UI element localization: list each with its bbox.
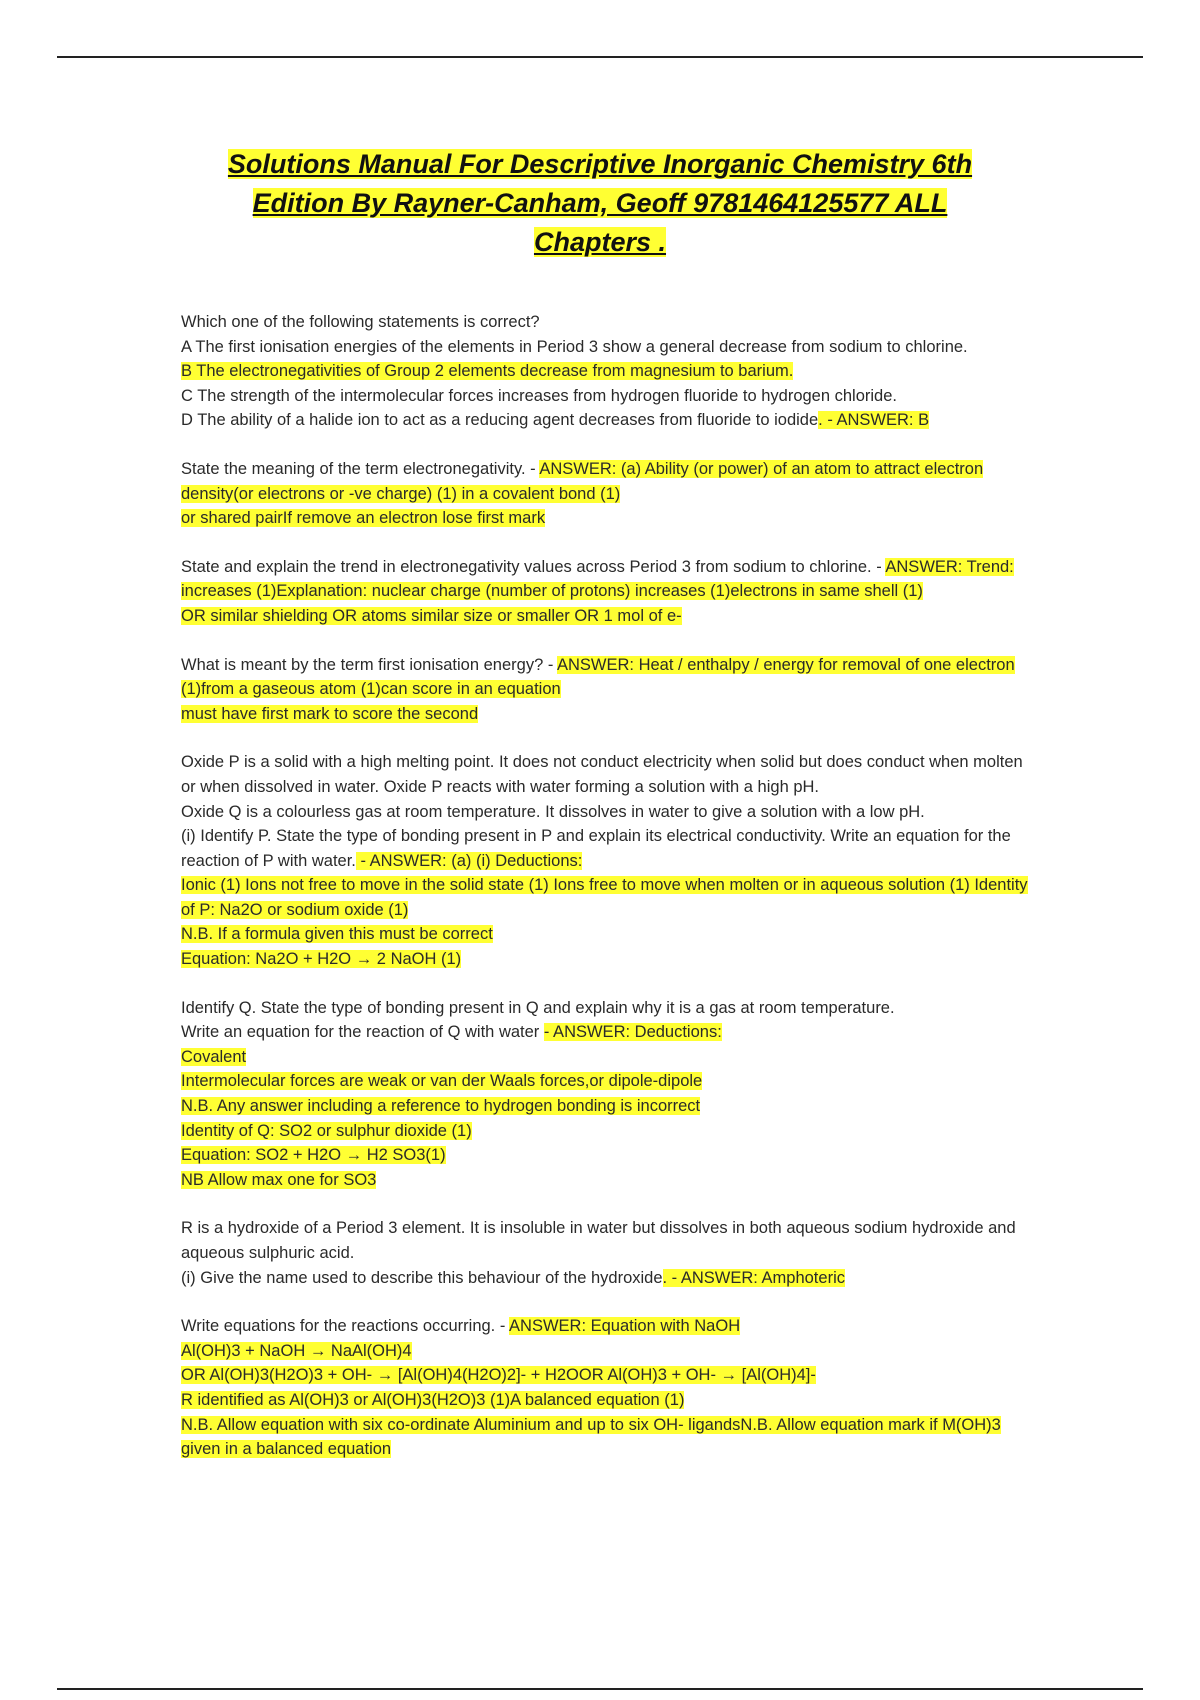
title-line-2: Edition By Rayner-Canham, Geoff 9781464125577 ALL — [252, 188, 948, 218]
answer-text: . - ANSWER: Amphoteric — [662, 1268, 845, 1287]
answer-text: Equation: SO2 + H2O → H2 SO3(1) — [181, 1146, 446, 1165]
title-line-1: Solutions Manual For Descriptive Inorganic Chemistry 6th — [227, 149, 973, 179]
question-text: Write an equation for the reaction of Q with water — [181, 1023, 544, 1042]
question-text: (i) Give the name used to describe this behaviour of the hydroxide — [181, 1268, 663, 1287]
option-b-highlighted: B The electronegativities of Group 2 elements decrease from magnesium to barium. — [181, 362, 794, 381]
answer-text: Identity of Q: SO2 or sulphur dioxide (1) — [181, 1121, 472, 1140]
answer-text: ANSWER: Heat / enthalpy / energy for removal of one electron (1)from a gaseous atom (1)can score in an equation — [181, 655, 1015, 699]
question-block-7 — [181, 1216, 1031, 1290]
option-c: C The strength of the intermolecular forces increases from hydrogen fluoride to hydrogen chloride. — [181, 386, 897, 405]
answer-text: OR similar shielding OR atoms similar size or smaller OR 1 mol of e- — [181, 606, 682, 625]
option-a: A The first ionisation energies of the elements in Period 3 show a general decrease from sodium to chlorine. — [181, 337, 968, 356]
answer-text: or shared pairIf remove an electron lose first mark — [181, 509, 546, 528]
question-text: State and explain the trend in electronegativity values across Period 3 from sodium to chlorine. - — [181, 557, 886, 576]
answer-text: Intermolecular forces are weak or van der Waals forces,or dipole-dipole — [181, 1072, 703, 1091]
question-block-2 — [181, 457, 1031, 531]
answer-text: - ANSWER: (a) (i) Deductions: — [355, 851, 583, 870]
option-d: D The ability of a halide ion to act as a reducing agent decreases from fluoride to iodide — [181, 411, 819, 430]
answer-text: OR Al(OH)3(H2O)3 + OH- → [Al(OH)4(H2O)2]- + H2OOR Al(OH)3 + OH- → [Al(OH)4]- — [181, 1366, 816, 1385]
document-body — [181, 310, 1031, 1486]
question-block-5 — [181, 750, 1031, 971]
answer-text: - ANSWER: Deductions: — [543, 1023, 722, 1042]
answer-text: ANSWER: Trend: increases (1)Explanation: nuclear charge (number of protons) increases (1)electrons in same shell (1) — [181, 557, 1014, 601]
answer-text: NB Allow max one for SO3 — [181, 1170, 377, 1189]
footer-rule — [57, 1688, 1143, 1690]
answer-text: N.B. If a formula given this must be correct — [181, 925, 493, 944]
answer-text: ANSWER: (a) Ability (or power) of an atom to attract electron density(or electrons or -ve charge) (1) in a covalent bond (1) — [181, 459, 984, 503]
question-text: Which one of the following statements is correct? — [181, 313, 540, 331]
document-title — [150, 145, 1050, 262]
answer-text: N.B. Any answer including a reference to hydrogen bonding is incorrect — [181, 1097, 701, 1116]
question-text: (i) Identify P. State the type of bonding present in P and explain its electrical conductivity. Write an equation for the reaction of P with water. — [181, 827, 1011, 870]
question-text: Oxide Q is a colourless gas at room temperature. It dissolves in water to give a solution with a low pH. — [181, 802, 925, 821]
question-text: Write equations for the reactions occurring. - — [181, 1317, 510, 1336]
question-block-3 — [181, 555, 1031, 629]
answer-text: Covalent — [181, 1047, 247, 1066]
title-line-3: Chapters . — [533, 227, 667, 257]
answer-text: Equation: Na2O + H2O → 2 NaOH (1) — [181, 950, 462, 969]
answer-text: N.B. Allow equation with six co-ordinate Aluminium and up to six OH- ligandsN.B. Allow equation mark if M(OH)3 given in a balanced equation — [181, 1415, 1001, 1459]
question-text: R is a hydroxide of a Period 3 element. It is insoluble in water but dissolves in both aqueous sodium hydroxide and aqueous sulphuric acid. — [181, 1219, 1016, 1262]
answer-text: Ionic (1) Ions not free to move in the solid state (1) Ions free to move when molten or in aqueous solution (1) Identity of P: Na2O or sodium oxide (1) — [181, 876, 1028, 919]
header-rule — [57, 56, 1143, 58]
question-text: What is meant by the term first ionisation energy? - — [181, 655, 557, 674]
answer-text: must have first mark to score the second — [181, 704, 479, 723]
answer-text: . - ANSWER: B — [818, 411, 930, 430]
question-block-4 — [181, 653, 1031, 727]
question-text: Oxide P is a solid with a high melting point. It does not conduct electricity when solid but does conduct when molten or when dissolved in water. Oxide P reacts with water forming a solution with a high pH. — [181, 753, 1023, 796]
question-text: Identify Q. State the type of bonding present in Q and explain why it is a gas at room temperature. — [181, 998, 895, 1017]
question-text: State the meaning of the term electronegativity. - — [181, 459, 540, 478]
question-block-6 — [181, 996, 1031, 1193]
answer-text: ANSWER: Equation with NaOH — [509, 1317, 741, 1336]
answer-text: R identified as Al(OH)3 or Al(OH)3(H2O)3 (1)A balanced equation (1) — [181, 1390, 685, 1409]
answer-text: Al(OH)3 + NaOH → NaAl(OH)4 — [181, 1341, 412, 1360]
question-block-8 — [181, 1314, 1031, 1462]
question-block-1 — [181, 310, 1031, 433]
